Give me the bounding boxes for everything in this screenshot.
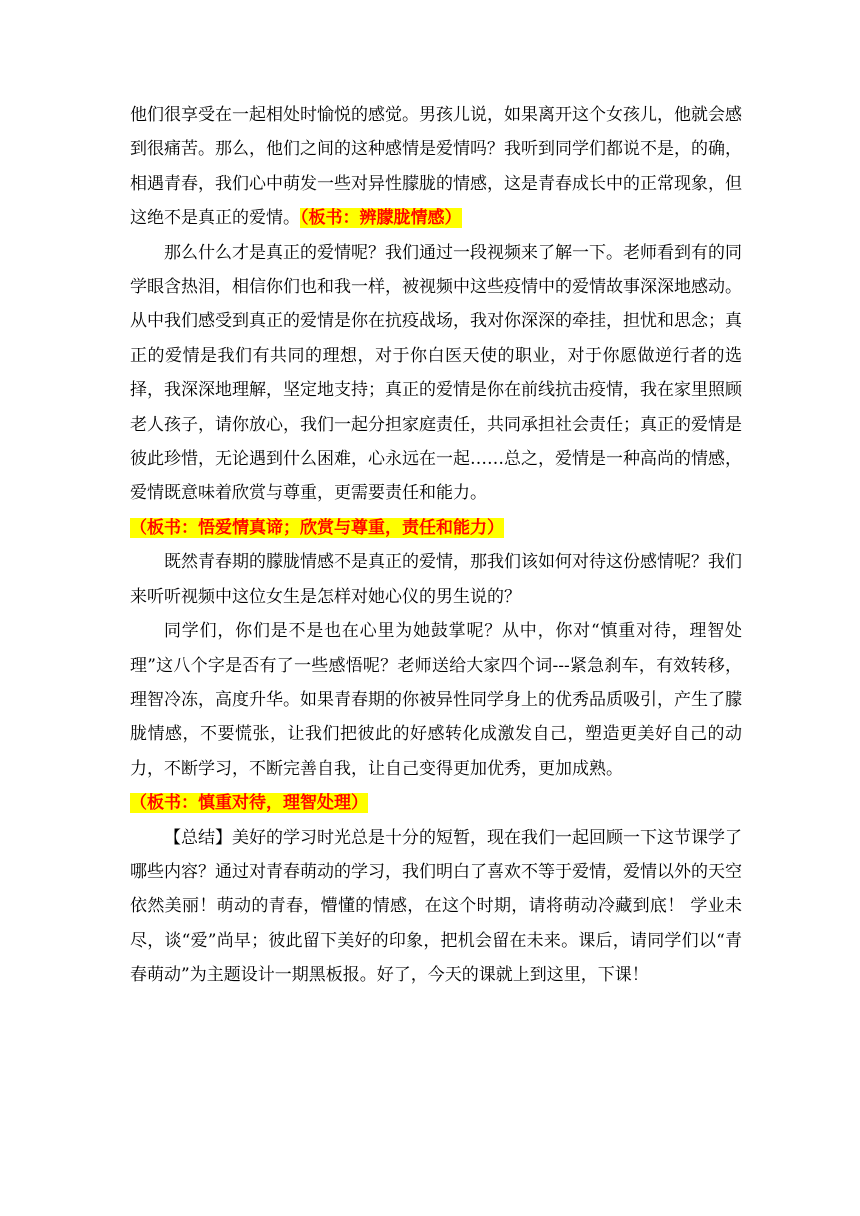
document-body (130, 98, 742, 993)
paragraph-4 (130, 614, 742, 820)
board-note-1: （板书：辨朦胧情感） (300, 208, 462, 229)
paragraph-1 (130, 98, 742, 236)
board-note-2: （板书：悟爱情真谛；欣赏与尊重，责任和能力） (130, 517, 504, 538)
paragraph-2-text: 那么什么才是真正的爱情呢？我们通过一段视频来了解一下。老师看到有的同学眼含热泪，相信你们也和我一样，被视频中这些疫情中的爱情故事深深地感动。从中我们感受到真正的爱情是你在抗疫战场，我对你深深的牵挂，担忧和思念；真正的爱情是我们有共同的理想，对于你白医天使的职业，对于你愿做逆行者的选择，我深深地理解，坚定地支持；真正的爱情是你在前线抗击疫情，我在家里照顾老人孩子，请你放心，我们一起分担家庭责任，共同承担社会责任；真正的爱情是彼此珍惜，无论遇到什么困难，心永远在一起……总之，爱情是一种高尚的情感，爱情既意味着欣赏与尊重，更需要责任和能力。 (130, 242, 742, 504)
paragraph-2 (130, 236, 742, 546)
paragraph-5 (130, 821, 742, 993)
paragraph-3 (130, 545, 742, 614)
paragraph-4-text: 同学们，你们是不是也在心里为她鼓掌呢？从中，你对“慎重对待，理智处理”这八个字是否有了一些感悟呢？老师送给大家四个词---紧急刹车，有效转移，理智冷冻，高度升华。如果青春期的你被异性同学身上的优秀品质吸引，产生了朦胧情感，不要慌张，让我们把彼此的好感转化成激发自己，塑造更美好自己的动力，不断学习，不断完善自我，让自己变得更加优秀，更加成熟。 (130, 621, 742, 779)
paragraph-1-text: 他们很享受在一起相处时愉悦的感觉。男孩儿说，如果离开这个女孩儿，他就会感到很痛苦。那么，他们之间的这种感情是爱情吗？我听到同学们都说不是，的确，相遇青春，我们心中萌发一些对异性朦胧的情感，这是青春成长中的正常现象，但这绝不是真正的爱情。 (130, 105, 742, 229)
board-note-3: （板书：慎重对待，理智处理） (130, 793, 368, 814)
paragraph-3-text: 既然青春期的朦胧情感不是真正的爱情，那我们该如何对待这份感情呢？我们来听听视频中这位女生是怎样对她心仪的男生说的？ (130, 552, 742, 607)
paragraph-5-text: 【总结】美好的学习时光总是十分的短暂，现在我们一起回顾一下这节课学了哪些内容？通过对青春萌动的学习，我们明白了喜欢不等于爱情，爱情以外的天空依然美丽！萌动的青春，懵懂的情感，在这个时期，请将萌动冷藏到底！ 学业未尽，谈“爱”尚早；彼此留下美好的印象，把机会留在未来。课后，请同学们以“青春萌动”为主题设计一期黑板报。好了，今天的课就上到这里，下课！ (130, 827, 742, 986)
